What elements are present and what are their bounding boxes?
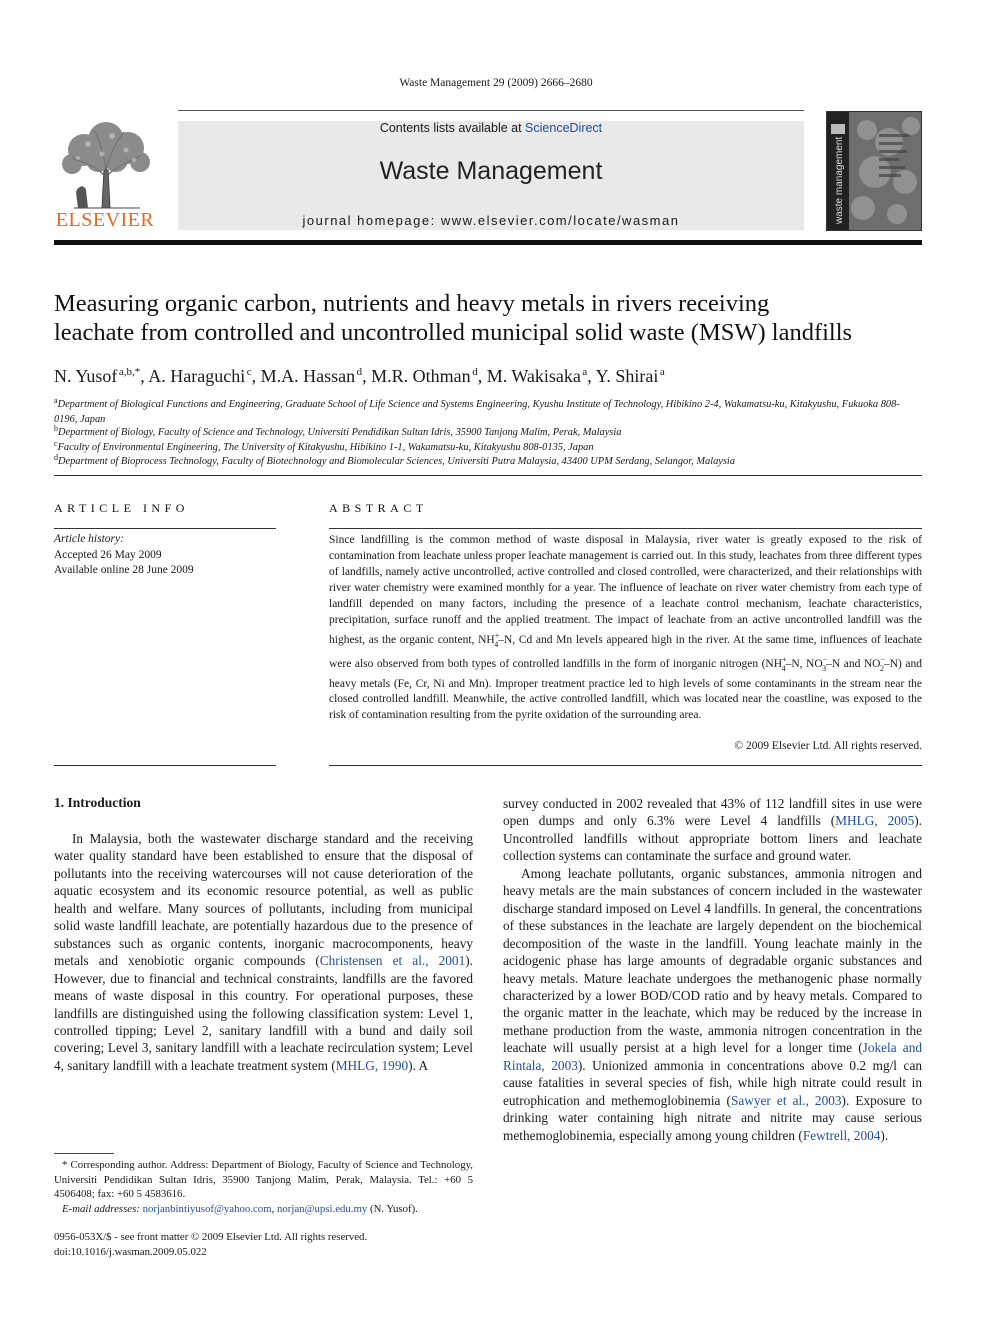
abstract-rule (329, 528, 922, 529)
author-name[interactable]: M. Wakisaka (486, 366, 581, 386)
affiliation-text: Faculty of Environmental Engineering, The University of Kitakyushu, Hibikino 1-1, Wakamatsu-ku, Kitakyushu 808-0135, Japan (57, 442, 594, 453)
front-matter-meta (54, 1230, 474, 1259)
email-link[interactable]: norjanbintiyusof@yahoo.com (142, 1202, 272, 1215)
elsevier-wordmark: ELSEVIER (55, 209, 155, 231)
abstract-segment: Since landfilling is the common method of waste disposal in Malaysia, river water is greatly exposed to the risk of contamination from leachate unless proper leachate management is carried out. In this study, leachates from three different types of landfills, namely active uncontrolled, active controlled and closed controlled, were characterized, and their relationships with river water chemistry were examined monthly for a year. The influence of leachate on river water chemistry from each type of landfill depended on many factors, including the presence of a leachate control mechanism, leachate characteristics, precipitation, surface runoff and the applied treatment. The impact of leachate from an active uncontrolled landfill was the highest, as the organic content, NH (329, 534, 922, 647)
author-name[interactable]: M.A. Hassan (260, 366, 356, 386)
affiliation-mark: a (54, 396, 58, 405)
abstract-text: Since landfilling is the common method of waste disposal in Malaysia, river water is greatly exposed to the risk of contamination from leachate unless proper leachate management is carried out. In this study, leachates from three different types of landfills, namely active uncontrolled, active controlled and closed controlled, were characterized, and their relationships with river water chemistry were examined monthly for a year. The influence of leachate on river water chemistry from each type of landfill depended on many factors, including the presence of a leachate control mechanism, leachate characteristics, precipitation, surface runoff and the applied treatment. The impact of leachate from an active uncontrolled landfill was the highest, as the organic content, $NH^+_4-N$, Cd and Mn levels appeared high in the river. At the same time, influences of leachate were also observed from both types of controlled landfills in the form of inorganic nitrogen ($NH^+_4-N$, $NO^-_3-N$ and $NO^-_2-N$) and heavy metals (Fe, Cr, Ni and Mn). Improper treatment practice led to high levels of some contaminants in the stream near the closed controlled landfill. Meanwhile, the active controlled landfill, which was located near the coastline, was exposed to the risk of contamination resulting from the pyrite oxidation of the surrounding area. (329, 534, 922, 722)
issn-line: 0956-053X/$ - see front matter © 2009 Elsevier Ltd. All rights reserved. (54, 1231, 368, 1243)
email-suffix: (N. Yusof). (367, 1202, 418, 1215)
journal-cover-thumbnail[interactable] (826, 111, 922, 231)
abstract-segment: –N, Cd and Mn levels appeared high in the river. At the same time, influences of leachate were also observed from both types of controlled landfills in the form of inorganic nitrogen (NH (329, 634, 922, 671)
abstract-segment: –N) and heavy metals (Fe, Cr, Ni and Mn). Improper treatment practice led to high levels of some contaminants in the stream near the closed controlled landfill. Meanwhile, the active controlled landfill, which was located near the coastline, was exposed to the risk of contamination resulting from the pyrite oxidation of the surrounding area. (329, 658, 922, 722)
author-name[interactable]: A. Haraguchi (148, 366, 246, 386)
author-list: N. Yusof $^{a,b,*}$, A. Haraguchi $^c$, M.A. Hassan $^d$, M.R. Othman $^d$, M. Wakisaka $^a$, Y. Shirai $^a$ (54, 366, 665, 386)
affiliation-mark: b (54, 424, 58, 433)
article-info-heading: ARTICLE INFO (54, 501, 189, 515)
author-affiliation-mark[interactable]: a (659, 366, 665, 378)
header-bottom-rule (54, 240, 922, 245)
paragraph (503, 865, 922, 1144)
text-segment: ). Uncontrolled landfills without appropriate bottom liners and leachate collection systems can contaminate the surface and ground water. (503, 813, 922, 864)
affiliation-mark: d (54, 453, 58, 462)
text-segment: ). A (408, 1057, 429, 1073)
homepage-label: journal homepage: (302, 213, 441, 228)
citation-link[interactable]: Christensen et al., 2001 (319, 953, 466, 969)
affiliation-d (54, 451, 922, 470)
text-segment: ). Exposure to drinking water containing high nitrate and nitrite may cause serious methemoglobinemia, especially among young children ( (503, 1092, 922, 1143)
abstract-copyright: © 2009 Elsevier Ltd. All rights reserved. (734, 740, 922, 752)
affiliation-text: Department of Biological Functions and Engineering, Graduate School of Life Science and Systems Engineering, Kyushu Institute of Technology, Hibikino 2-4, Wakamatsu-ku, Kitakyushu, Fukuoka 808-0196, Japan (54, 399, 900, 425)
homepage-url[interactable]: www.elsevier.com/locate/wasman (440, 213, 680, 228)
affiliation-mark: c (54, 439, 58, 448)
citation-link[interactable]: Sawyer et al., 2003 (730, 1092, 842, 1108)
history-label: Article history: (54, 533, 124, 545)
header-top-rule (178, 110, 804, 111)
accepted-date: Accepted 26 May 2009 (54, 548, 162, 561)
article-info-rule (54, 528, 276, 529)
abstract-heading: ABSTRACT (329, 501, 428, 515)
text-segment: In Malaysia, both the wastewater discharge standard and the receiving water quality standard have been established to ensure that the disposal of pollutants into the receiving watercourses will not cause deterioration of the aquatic ecosystem and its economic resource potential, as well as public health and welfare. Many sources of pollutants, including from municipal solid waste landfill leachate, are potentially hazardous due to the presence of substances such as organic contents, inorganic macrocomponents, heavy metals and xenobiotic organic compounds ( (54, 831, 473, 969)
text-segment: ). (880, 1127, 889, 1143)
article-history (54, 532, 276, 579)
footnote-emails (54, 1202, 473, 1217)
abstract-bottom-rule (329, 765, 922, 766)
cover-title-text: waste management (834, 136, 845, 224)
abstract-segment: –N, NO (785, 658, 823, 671)
available-date: Available online 28 June 2009 (54, 564, 194, 576)
author-name[interactable]: M.R. Othman (371, 366, 471, 386)
author-affiliation-mark[interactable]: d (356, 366, 363, 378)
email-label: E-mail addresses: (62, 1202, 143, 1215)
paragraph (54, 830, 473, 1074)
elsevier-logo[interactable] (54, 120, 156, 232)
contents-line (178, 121, 804, 135)
body-right-column (503, 795, 922, 1144)
citation-link[interactable]: Jokela and Rintala, 2003 (503, 1040, 922, 1073)
article-info-bottom-rule (54, 765, 276, 766)
author-affiliation-mark[interactable]: a,b,* (118, 366, 141, 378)
footnote-rule (54, 1153, 114, 1154)
journal-name: Waste Management (379, 157, 603, 185)
journal-citation: Waste Management 29 (2009) 2666–2680 (399, 77, 593, 89)
journal-cover-image-icon (827, 112, 922, 231)
email-link[interactable]: norjan@upsi.edu.my (276, 1202, 368, 1215)
abstract-segment: –N and NO (826, 658, 881, 671)
doi-line[interactable]: doi:10.1016/j.wasman.2009.05.022 (54, 1245, 207, 1258)
text-segment: ). Unionized ammonia in concentrations above 0.2 mg/l can cause fatalities in several species of fish, while high nitrate could result in eutrophication and methemoglobinemia ( (503, 1057, 922, 1108)
affiliation-divider (54, 475, 922, 476)
section-heading-introduction: 1. Introduction (54, 795, 141, 810)
title-line-2: leachate from controlled and uncontrolled municipal solid waste (MSW) landfills (54, 319, 853, 346)
body-left-column (54, 830, 473, 1074)
text-segment: Among leachate pollutants, organic substances, ammonia nitrogen and heavy metals are the main substances of concern included in the wastewater discharge standard imposed on Level 4 landfills. In general, the concentrations of these substances in the leachate are largely dependent on the biochemical decomposition of the waste in the landfill. Young leachate mainly in the acidogenic phase has large amounts of degradable organic substances and heavy metals. Mature leachate undergoes the methanogenic phase normally characterized by a lower BOD/COD ratio and by heavy metals. Compared to the organic matter in the leachate, which may be reduced by the increase in methane production from the waste, ammonia nitrogen concentration in the leachate will usually persist at a high level for a longer time ( (503, 865, 922, 1056)
sciencedirect-link[interactable]: ScienceDirect (525, 121, 603, 135)
author-name[interactable]: Y. Shirai (595, 366, 659, 386)
citation-link[interactable]: MHLG, 2005 (835, 813, 915, 829)
affiliation-text: Department of Biology, Faculty of Science and Technology, Universiti Pendidikan Sultan Idris, 35900 Tanjong Malim, Perak, Malaysia (58, 427, 622, 438)
author-affiliation-mark[interactable]: d (472, 366, 478, 378)
title-line-1: Measuring organic carbon, nutrients and heavy metals in rivers receiving (54, 290, 770, 317)
footnote-text: * Corresponding author. Address: Department of Biology, Faculty of Science and Technology, Universiti Pendidikan Sultan Idris, 35900 Tanjong Malim, Perak, Malaysia. Tel.: +60 5 4506408; fax: +60 5 4583616. (54, 1159, 473, 1200)
citation-link[interactable]: Fewtrell, 2004 (802, 1127, 881, 1143)
corresponding-author-footnote (54, 1158, 473, 1216)
journal-homepage (178, 213, 804, 228)
author-affiliation-mark[interactable]: a (582, 366, 588, 378)
paragraph (503, 795, 922, 865)
email-separator: , (271, 1202, 277, 1215)
elsevier-tree-icon (54, 120, 156, 212)
journal-banner (178, 121, 804, 230)
citation-link[interactable]: MHLG, 1990 (335, 1057, 409, 1073)
author-affiliation-mark[interactable]: c (246, 366, 252, 378)
text-segment: survey conducted in 2002 revealed that 43% of 112 landfill sites in use were open dumps and only 6.3% were Level 4 landfills ( (503, 796, 922, 829)
author-name[interactable]: N. Yusof (54, 366, 118, 386)
article-title (54, 289, 934, 347)
affiliation-text: Department of Bioprocess Technology, Faculty of Biotechnology and Biomolecular Sciences, Universiti Putra Malaysia, 43400 UPM Serdang, Selangor, Malaysia (58, 456, 736, 467)
text-segment: ). However, due to financial and technical constraints, landfills are the favored means of waste disposal in this country. For operational purposes, these landfills are distinguished using the following classification system: Level 1, controlled tipping; Level 2, sanitary landfill with a bund and daily soil covering; Level 3, sanitary landfill with a leachate recirculation system; Level 4, sanitary landfill with a leachate treatment system ( (54, 953, 473, 1073)
contents-prefix: Contents lists available at (379, 121, 526, 135)
